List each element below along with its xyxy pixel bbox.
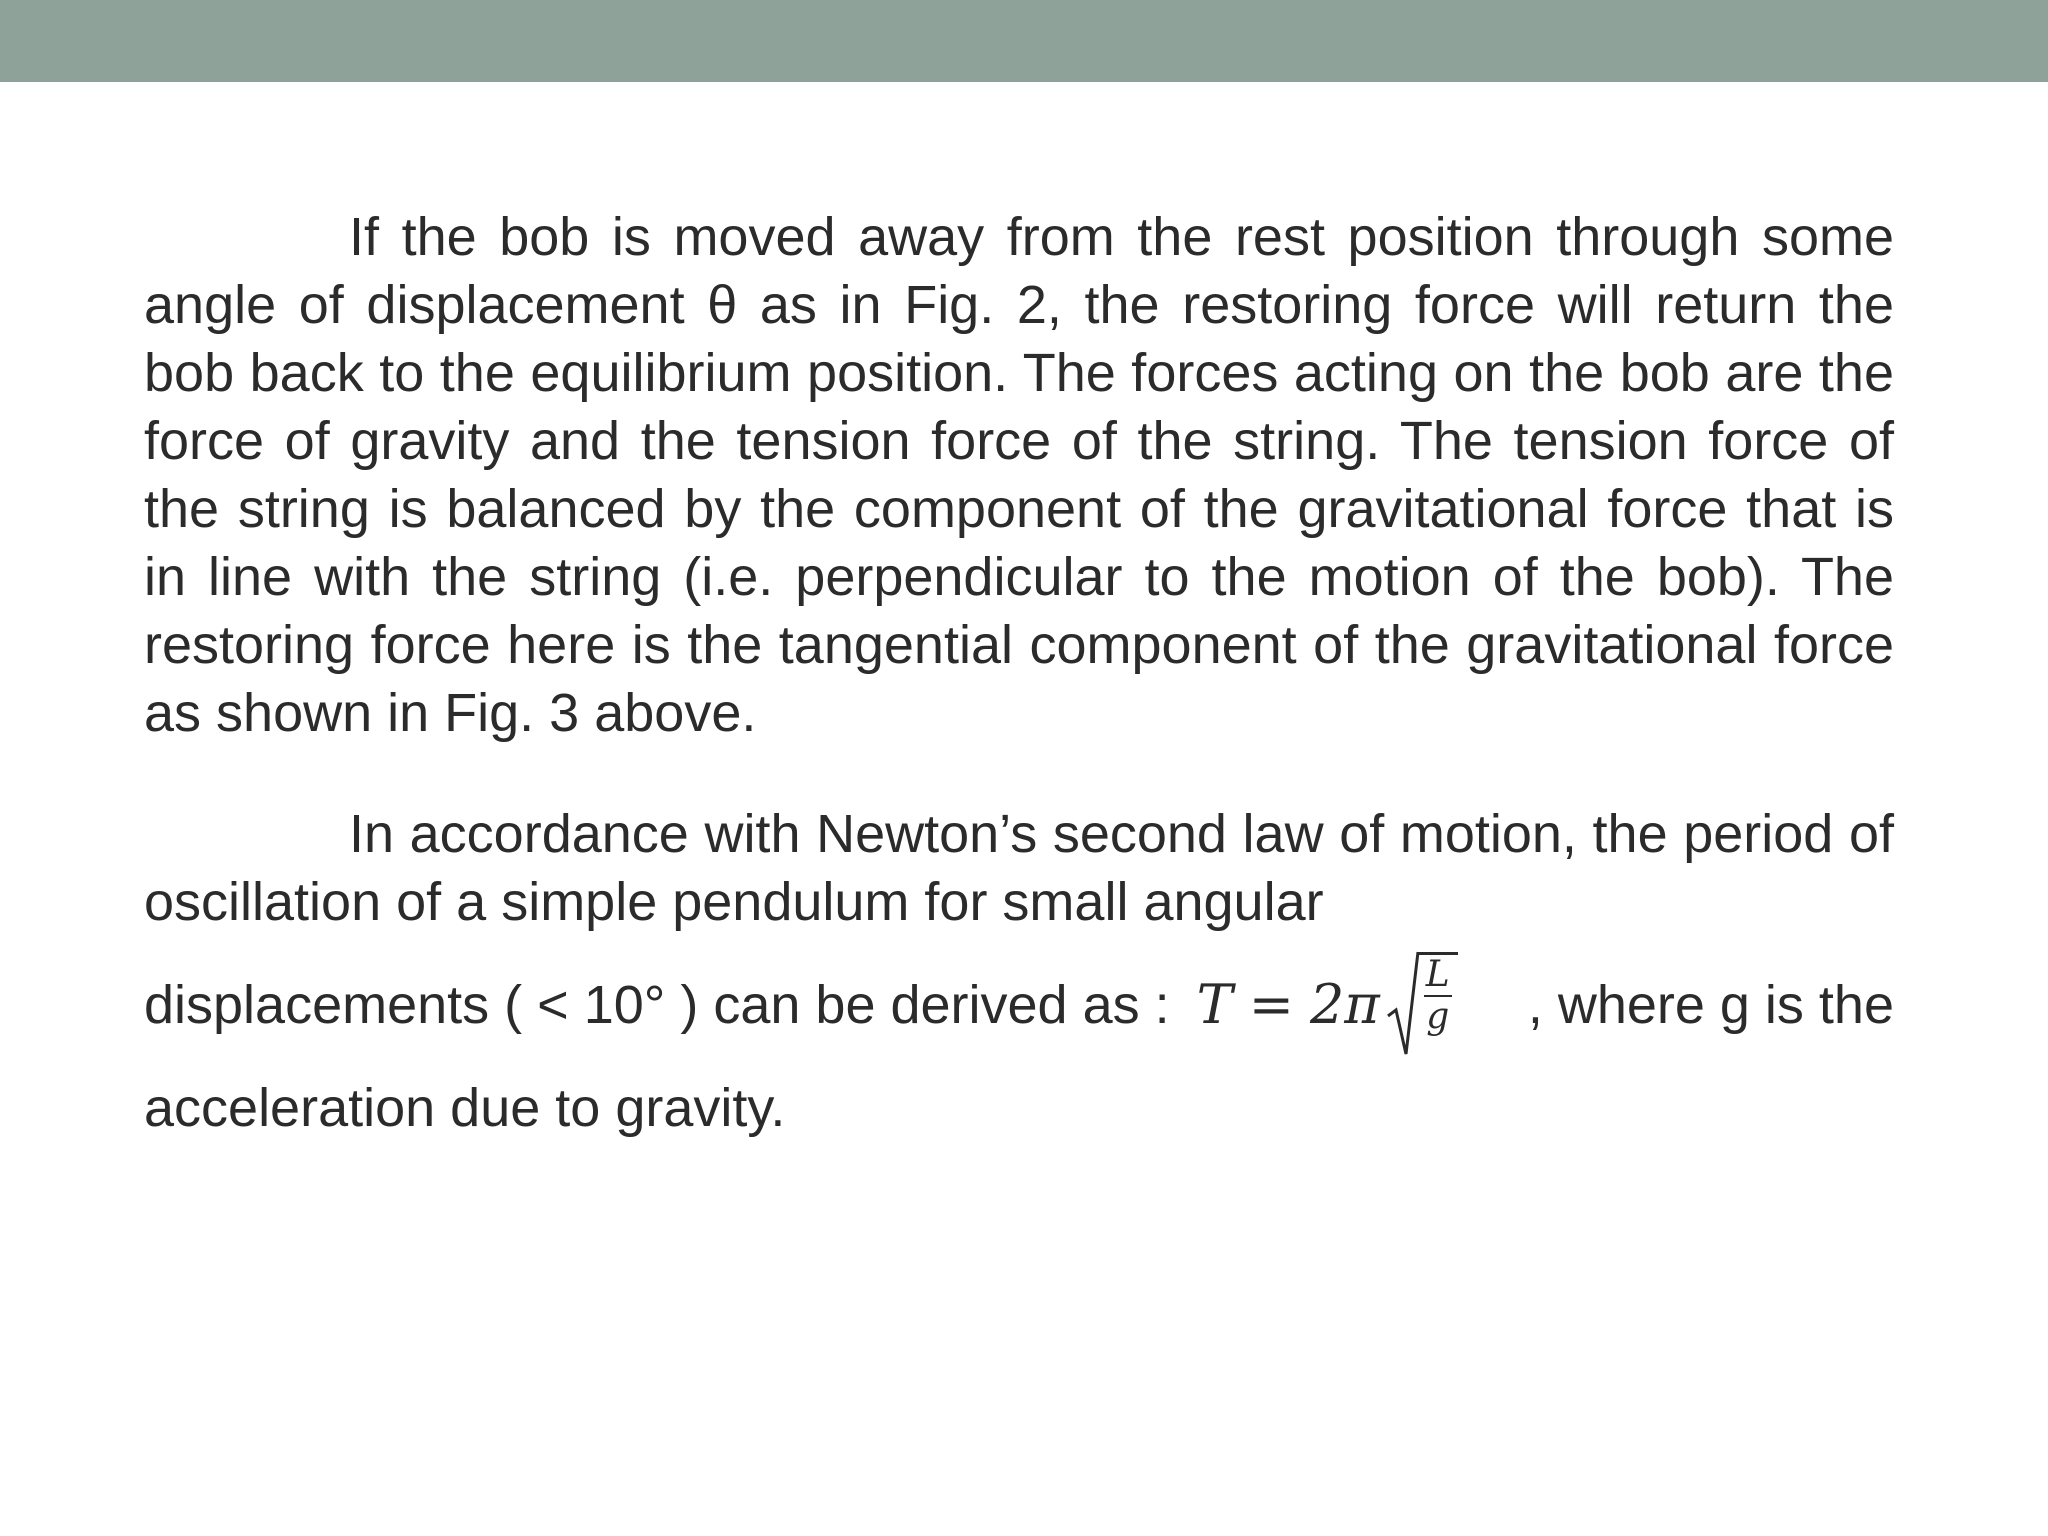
formula-line xyxy=(144,936,1894,1074)
formula-line-before xyxy=(144,950,1458,1060)
formula-lhs: T xyxy=(1196,973,1233,1036)
paragraph-2-opening xyxy=(144,800,1894,936)
fraction-denominator: g xyxy=(1426,995,1450,1037)
paragraph-restoring-force xyxy=(144,203,1894,747)
formula-intro-text: displacements ( < 10° ) can be derived as : xyxy=(144,975,1170,1035)
formula-coefficient: 2π xyxy=(1309,973,1380,1036)
formula-line-after: , where g is the xyxy=(1527,975,1894,1035)
paragraph-1-text: If the bob is moved away from the rest position through some angle of displacement θ as in Fig. 2, the restoring force will return the bob back to the equilibrium position. The forces acting on the bob are the force of gravity and the tension force of the string. The tension force of the string is balanced by the component of the gravitational force that is in line with the string (i.e. perpendicular to the motion of the bob). The restoring force here is the tangential component of the gravitational force as shown in Fig. 3 above. xyxy=(144,207,1894,743)
formula-equals: = xyxy=(1248,973,1294,1036)
paragraph-period-formula xyxy=(144,800,1894,1142)
fraction xyxy=(1418,952,1458,1037)
paragraph-2-closing: acceleration due to gravity. xyxy=(144,1078,786,1138)
fraction-numerator: L xyxy=(1425,953,1450,995)
header-band xyxy=(0,0,2048,82)
paragraph-2-text-start: In accordance with Newton’s second law of motion, the period of oscillation of a simple pendulum for small angular xyxy=(144,804,1894,932)
square-root xyxy=(1386,950,1458,1060)
pendulum-period-formula xyxy=(1197,950,1458,1060)
radical-sign-icon xyxy=(1386,950,1420,1060)
